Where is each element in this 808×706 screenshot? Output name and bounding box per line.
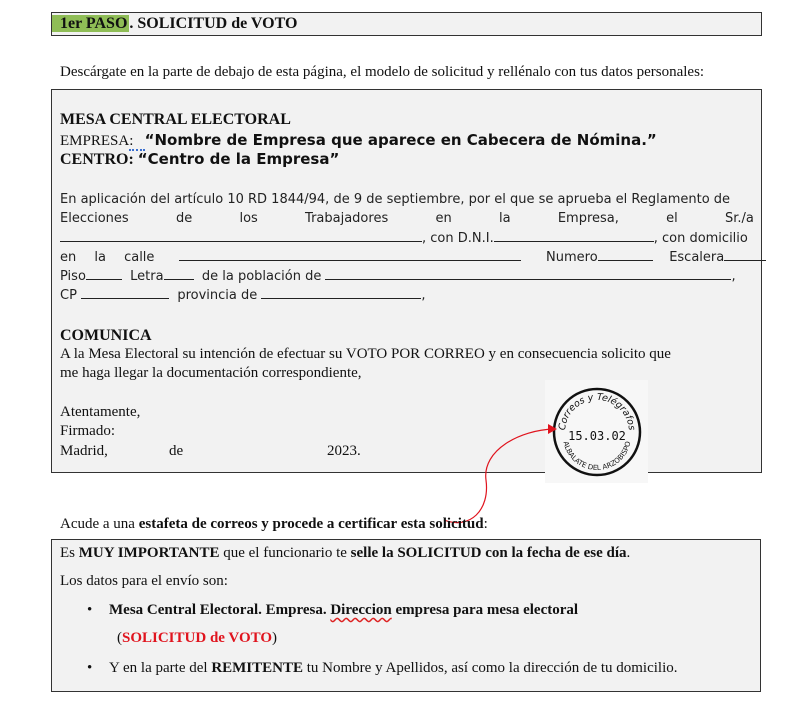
form-line-3: , con D.N.I. , con domicilio xyxy=(60,230,754,246)
floor-field[interactable] xyxy=(86,268,122,280)
empresa-line xyxy=(60,131,657,150)
year-label: 2023. xyxy=(327,443,361,459)
comunica-text-2: me haga llegar la documentación correspondiente, xyxy=(60,365,362,381)
centro-label: CENTRO: xyxy=(60,151,134,168)
datos-envio-label: Los datos para el envío son: xyxy=(60,573,228,589)
form-line-6: CP provincia de , xyxy=(60,288,426,303)
empresa-colon: : xyxy=(129,133,144,151)
bullet-item-2: • Y en la parte del REMITENTE tu Nombre y Apellidos, así como la dirección de tu domicilio. xyxy=(87,660,678,676)
province-field[interactable] xyxy=(261,287,421,299)
form-line-4: en la calle Numero Escalera xyxy=(60,249,754,265)
cp-field[interactable] xyxy=(81,287,169,299)
form-line-2: Elecciones de los Trabajadores en la Empresa, el Sr./a xyxy=(60,211,754,226)
centro-line xyxy=(60,150,339,169)
comunica-text-1: A la Mesa Electoral su intención de efectuar su VOTO POR CORREO y en consecuencia solicito que xyxy=(60,346,671,362)
form-org-heading: MESA CENTRAL ELECTORAL xyxy=(60,111,291,128)
comunica-heading: COMUNICA xyxy=(60,327,152,344)
date-de-label: de xyxy=(169,443,184,459)
svg-text:Correos y Telégrafos: Correos y Telégrafos xyxy=(556,391,638,431)
step-title: . SOLICITUD de VOTO xyxy=(129,15,298,32)
name-field[interactable] xyxy=(60,230,422,242)
madrid-label: Madrid, xyxy=(60,443,108,459)
number-field[interactable] xyxy=(598,249,653,261)
empresa-value: “Nombre de Empresa que aparece en Cabecera de Nómina.” xyxy=(144,131,657,149)
bullet-item-1-sub: (SOLICITUD de VOTO) xyxy=(117,630,278,646)
form-line-1: En aplicación del artículo 10 RD 1844/94, de 9 de septiembre, por el que se aprueba el Reglamento de xyxy=(60,192,731,207)
svg-text:ALBALATE DEL ARZOBISPO: ALBALATE DEL ARZOBISPO xyxy=(561,440,633,473)
empresa-label: EMPRESA xyxy=(60,133,130,149)
arrow-to-stamp xyxy=(430,420,570,530)
bullet-item-1: • Mesa Central Electoral. Empresa. Direccion empresa para mesa electoral xyxy=(87,602,579,618)
svg-text:15.03.02: 15.03.02 xyxy=(568,429,626,443)
step-title-bar xyxy=(51,12,762,36)
atentamente-text: Atentamente, xyxy=(60,404,141,420)
important-note: Es MUY IMPORTANTE que el funcionario te selle la SOLICITUD con la fecha de ese día. xyxy=(60,545,631,561)
stair-field[interactable] xyxy=(724,249,766,261)
form-line-5: Piso Letra de la población de , xyxy=(60,269,736,284)
instruction-text: Acude a una estafeta de correos y procede a certificar esta solicitud: xyxy=(60,516,488,532)
dni-field[interactable] xyxy=(494,230,654,242)
intro-text: Descárgate en la parte de debajo de esta página, el modelo de solicitud y rellénalo con tus datos personales: xyxy=(60,64,705,80)
letter-field[interactable] xyxy=(164,268,194,280)
centro-value: “Centro de la Empresa” xyxy=(137,150,340,168)
bullet-icon: • xyxy=(87,660,93,676)
bullet-icon: • xyxy=(87,602,93,618)
step-label: 1er PASO xyxy=(52,15,129,32)
street-field[interactable] xyxy=(179,249,521,261)
town-field[interactable] xyxy=(325,268,731,280)
firmado-label: Firmado: xyxy=(60,423,115,439)
